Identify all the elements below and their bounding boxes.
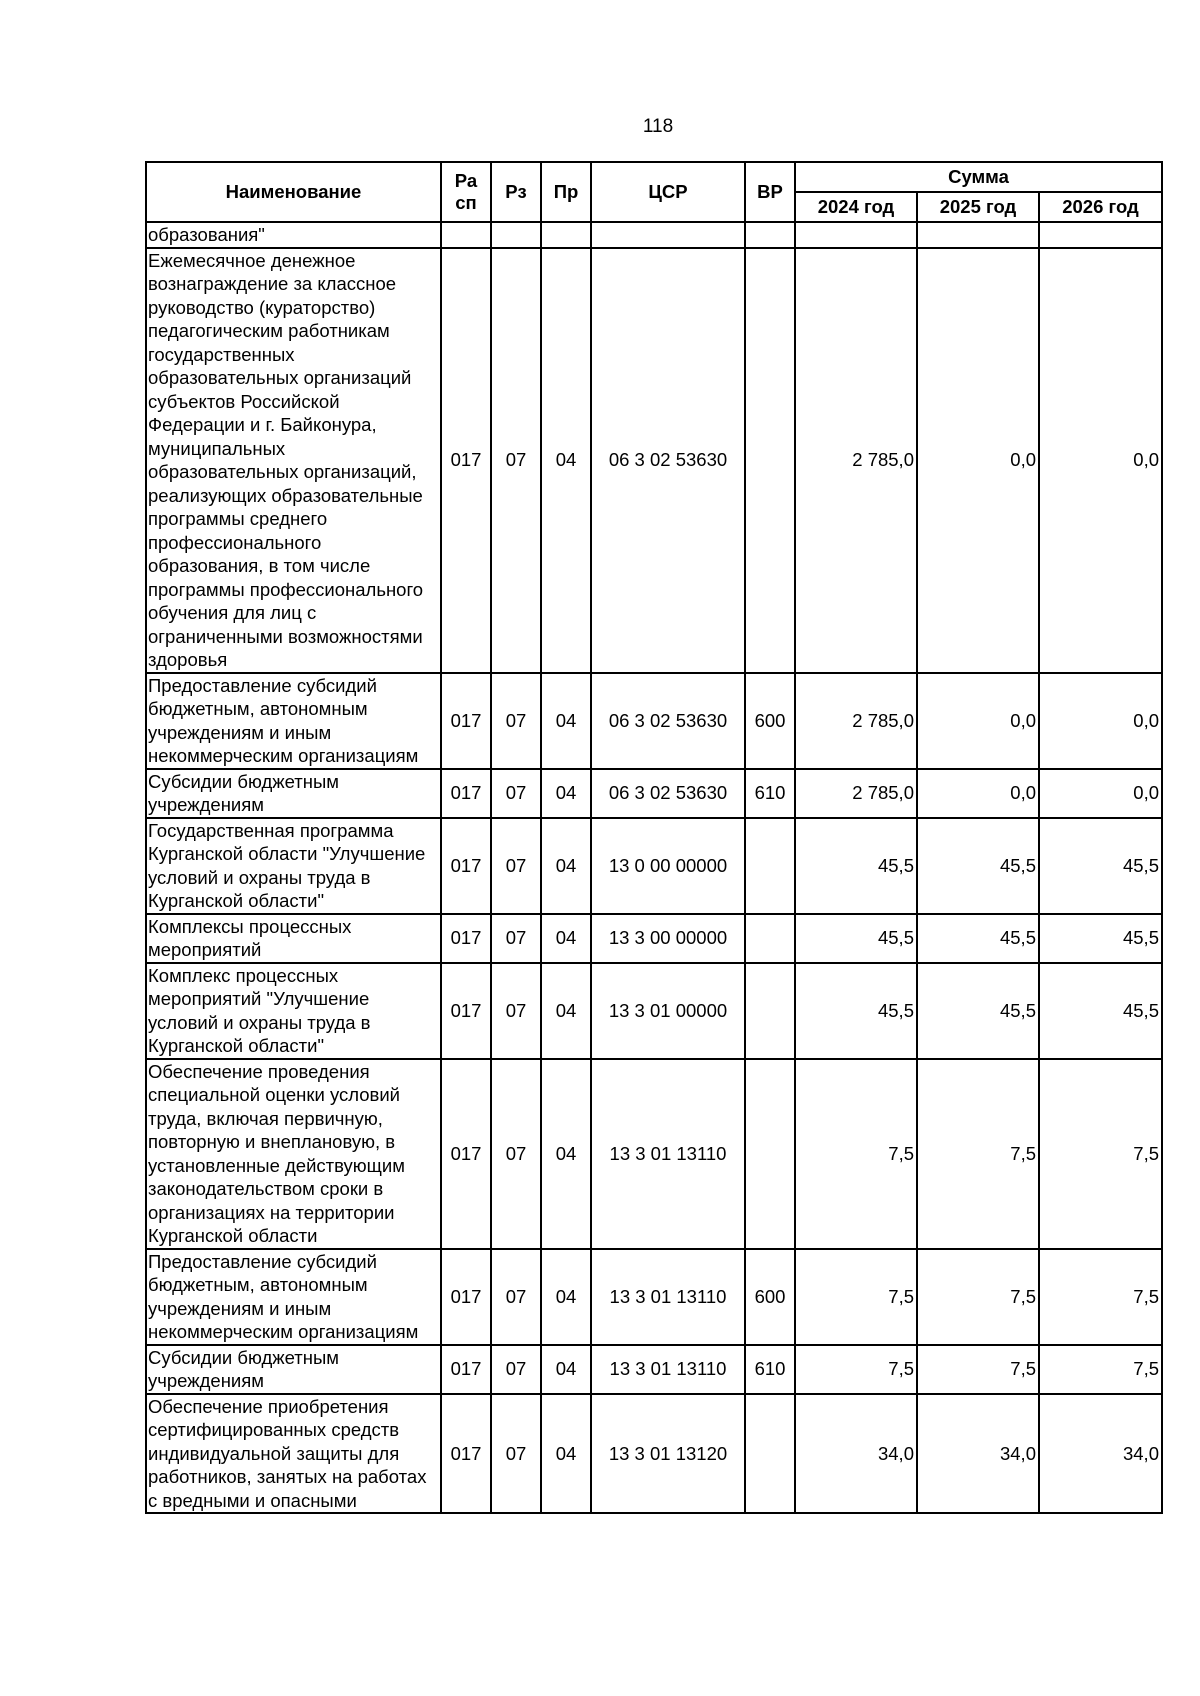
cell-name: Обеспечение проведения специальной оценки условий труда, включая первичную, повторную и внеплановую, в установленные действующим законодательством сроки в организациях на территории Курганской области	[146, 1059, 441, 1249]
table-row	[146, 914, 1162, 963]
cell-vr	[745, 963, 795, 1059]
cell-amount-2025: 7,5	[917, 1249, 1039, 1345]
page-number: 118	[642, 116, 674, 137]
cell-amount-2026: 34,0	[1039, 1394, 1162, 1514]
cell-csr	[591, 222, 745, 248]
cell-csr: 13 3 00 00000	[591, 914, 745, 963]
cell-rasp: 017	[441, 673, 491, 769]
cell-pr: 04	[541, 1394, 591, 1514]
table-row	[146, 818, 1162, 914]
cell-name: Ежемесячное денежное вознаграждение за классное руководство (кураторство) педагогическим работникам государственных образовательных организаций субъектов Российской Федерации и г. Байконура, муниципальных образовательных организаций, реализующих образовательные программы среднего профессионального образования, в том числе программы профессионального обучения для лиц с ограниченными возможностями здоровья	[146, 248, 441, 673]
cell-pr: 04	[541, 963, 591, 1059]
cell-rz: 07	[491, 769, 541, 818]
cell-rz: 07	[491, 673, 541, 769]
header-rasp: Ра сп	[441, 162, 491, 222]
table-body	[146, 222, 1162, 1513]
cell-amount-2025: 7,5	[917, 1345, 1039, 1394]
cell-csr: 06 3 02 53630	[591, 769, 745, 818]
cell-rasp: 017	[441, 1345, 491, 1394]
cell-amount-2026: 0,0	[1039, 248, 1162, 673]
cell-amount-2026: 45,5	[1039, 963, 1162, 1059]
table-row	[146, 222, 1162, 248]
cell-amount-2026: 0,0	[1039, 673, 1162, 769]
cell-amount-2025: 0,0	[917, 673, 1039, 769]
cell-vr: 600	[745, 673, 795, 769]
budget-table	[145, 161, 1163, 1514]
cell-csr: 13 0 00 00000	[591, 818, 745, 914]
cell-amount-2025: 34,0	[917, 1394, 1039, 1514]
cell-csr: 13 3 01 13110	[591, 1059, 745, 1249]
header-pr: Пр	[541, 162, 591, 222]
cell-rasp: 017	[441, 1249, 491, 1345]
cell-amount-2025: 45,5	[917, 818, 1039, 914]
cell-pr: 04	[541, 1345, 591, 1394]
cell-csr: 13 3 01 13110	[591, 1345, 745, 1394]
cell-rz: 07	[491, 818, 541, 914]
cell-name: Субсидии бюджетным учреждениям	[146, 769, 441, 818]
cell-amount-2025: 45,5	[917, 914, 1039, 963]
cell-vr	[745, 248, 795, 673]
cell-rasp: 017	[441, 769, 491, 818]
cell-pr: 04	[541, 673, 591, 769]
cell-name: Обеспечение приобретения сертифицированных средств индивидуальной защиты для работников, занятых на работах с вредными и опасными	[146, 1394, 441, 1514]
cell-csr: 13 3 01 00000	[591, 963, 745, 1059]
cell-amount-2026: 7,5	[1039, 1345, 1162, 1394]
header-year-2026: 2026 год	[1039, 192, 1162, 222]
table-row	[146, 963, 1162, 1059]
cell-rz: 07	[491, 1345, 541, 1394]
cell-vr: 610	[745, 1345, 795, 1394]
cell-rz: 07	[491, 248, 541, 673]
table-row	[146, 1059, 1162, 1249]
cell-vr	[745, 222, 795, 248]
cell-rz: 07	[491, 1249, 541, 1345]
header-sum: Сумма	[795, 162, 1162, 192]
cell-amount-2026: 0,0	[1039, 769, 1162, 818]
cell-amount-2024: 2 785,0	[795, 673, 917, 769]
cell-rasp: 017	[441, 248, 491, 673]
cell-amount-2026: 7,5	[1039, 1059, 1162, 1249]
cell-rz: 07	[491, 1059, 541, 1249]
cell-pr: 04	[541, 818, 591, 914]
cell-amount-2024: 45,5	[795, 963, 917, 1059]
cell-csr: 06 3 02 53630	[591, 673, 745, 769]
cell-csr: 13 3 01 13110	[591, 1249, 745, 1345]
cell-amount-2024: 2 785,0	[795, 769, 917, 818]
cell-amount-2024: 7,5	[795, 1345, 917, 1394]
cell-rz: 07	[491, 1394, 541, 1514]
cell-rz	[491, 222, 541, 248]
cell-name: Предоставление субсидий бюджетным, автономным учреждениям и иным некоммерческим организациям	[146, 1249, 441, 1345]
cell-pr: 04	[541, 1059, 591, 1249]
header-row-top	[146, 162, 1162, 192]
table-row	[146, 248, 1162, 673]
cell-amount-2025: 0,0	[917, 769, 1039, 818]
cell-amount-2024: 45,5	[795, 914, 917, 963]
cell-amount-2024: 34,0	[795, 1394, 917, 1514]
header-rz: Рз	[491, 162, 541, 222]
cell-rasp	[441, 222, 491, 248]
cell-vr	[745, 1059, 795, 1249]
cell-vr: 610	[745, 769, 795, 818]
cell-csr: 13 3 01 13120	[591, 1394, 745, 1514]
cell-vr: 600	[745, 1249, 795, 1345]
header-vr: ВР	[745, 162, 795, 222]
cell-amount-2024	[795, 222, 917, 248]
cell-amount-2024: 7,5	[795, 1249, 917, 1345]
cell-name: Комплекс процессных мероприятий "Улучшение условий и охраны труда в Курганской области"	[146, 963, 441, 1059]
cell-pr: 04	[541, 914, 591, 963]
cell-pr: 04	[541, 1249, 591, 1345]
cell-rz: 07	[491, 963, 541, 1059]
cell-name: образования"	[146, 222, 441, 248]
cell-pr	[541, 222, 591, 248]
cell-vr	[745, 818, 795, 914]
cell-amount-2026	[1039, 222, 1162, 248]
cell-rz: 07	[491, 914, 541, 963]
cell-amount-2025	[917, 222, 1039, 248]
cell-rasp: 017	[441, 914, 491, 963]
cell-rasp: 017	[441, 963, 491, 1059]
cell-amount-2026: 45,5	[1039, 914, 1162, 963]
cell-rasp: 017	[441, 818, 491, 914]
cell-name: Государственная программа Курганской области "Улучшение условий и охраны труда в Курганской области"	[146, 818, 441, 914]
cell-name: Предоставление субсидий бюджетным, автономным учреждениям и иным некоммерческим организациям	[146, 673, 441, 769]
cell-name: Субсидии бюджетным учреждениям	[146, 1345, 441, 1394]
cell-amount-2025: 45,5	[917, 963, 1039, 1059]
cell-amount-2026: 45,5	[1039, 818, 1162, 914]
header-year-2025: 2025 год	[917, 192, 1039, 222]
table-row	[146, 769, 1162, 818]
cell-csr: 06 3 02 53630	[591, 248, 745, 673]
table-row	[146, 1249, 1162, 1345]
cell-amount-2024: 7,5	[795, 1059, 917, 1249]
cell-pr: 04	[541, 769, 591, 818]
cell-amount-2026: 7,5	[1039, 1249, 1162, 1345]
cell-amount-2025: 7,5	[917, 1059, 1039, 1249]
cell-vr	[745, 1394, 795, 1514]
cell-amount-2024: 2 785,0	[795, 248, 917, 673]
cell-rasp: 017	[441, 1394, 491, 1514]
table-row	[146, 1345, 1162, 1394]
table-row	[146, 1394, 1162, 1514]
cell-vr	[745, 914, 795, 963]
cell-name: Комплексы процессных мероприятий	[146, 914, 441, 963]
header-csr: ЦСР	[591, 162, 745, 222]
cell-rasp: 017	[441, 1059, 491, 1249]
cell-amount-2024: 45,5	[795, 818, 917, 914]
table-row	[146, 673, 1162, 769]
cell-pr: 04	[541, 248, 591, 673]
cell-amount-2025: 0,0	[917, 248, 1039, 673]
header-year-2024: 2024 год	[795, 192, 917, 222]
header-name: Наименование	[146, 162, 441, 222]
